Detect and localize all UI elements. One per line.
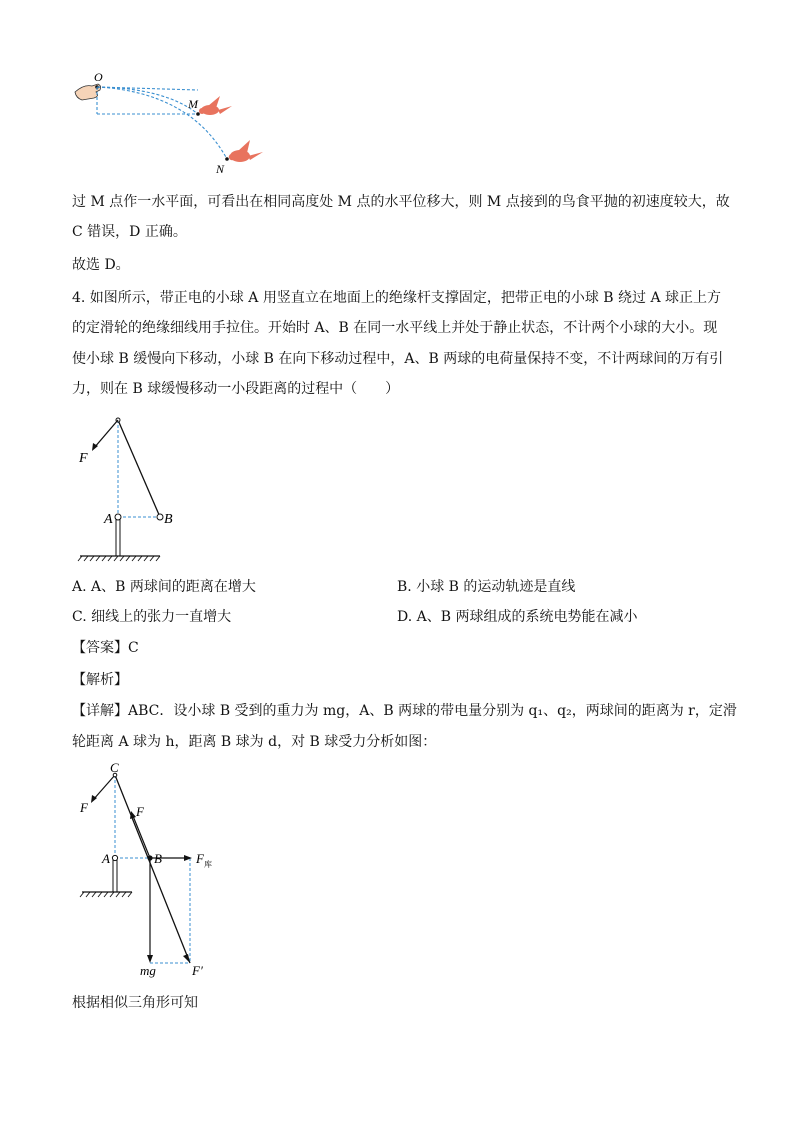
label-f-coulomb: F (196, 851, 204, 866)
question-line2: 的定滑轮的绝缘细线用手拉住。开始时 A、B 在同一水平线上并处于静止状态，不计两个小球的大小。现 (72, 320, 718, 336)
para1-line1: 过 M 点作一水平面，可看出在相同高度处 M 点的水平位移大，则 M 点接到的鸟食平抛的初速度较大，故 (72, 194, 730, 210)
label-n: N (216, 162, 225, 176)
option-c: C. 细线上的张力一直增大 (72, 609, 232, 625)
detail-line2: 轮距离 A 球为 h，距离 B 球为 d，对 B 球受力分析如图： (72, 734, 437, 750)
label-o: O (94, 70, 103, 84)
projectile-figure (70, 70, 270, 180)
question-figure (70, 410, 190, 565)
question-line1: 4. 如图所示，带正电的小球 A 用竖直立在地面上的绝缘杆支撑固定，把带正电的小球 B 绕过 A 球正上方 (72, 290, 722, 306)
label-f-left: F (80, 800, 88, 815)
label-b: B (154, 851, 162, 866)
label-a: A (102, 851, 110, 866)
label-mg: mg (140, 963, 156, 978)
answer: 【答案】C (72, 640, 139, 656)
bird-icon-m (199, 96, 232, 115)
option-a: A. A、B 两球间的距离在增大 (72, 579, 256, 595)
label-f: F (79, 451, 88, 466)
option-b: B. 小球 B 的运动轨迹是直线 (397, 579, 576, 595)
label-coulomb-sub: 库 (204, 860, 212, 869)
force-diagram (70, 760, 230, 985)
analysis-title: 【解析】 (72, 672, 128, 688)
para2: 故选 D。 (72, 257, 130, 273)
closing-text: 根据相似三角形可知 (72, 995, 198, 1011)
para1-line2: C 错误，D 正确。 (72, 224, 187, 240)
label-b: B (164, 512, 173, 527)
bird-icon-n (229, 140, 263, 162)
label-f-rope: F (136, 804, 144, 819)
label-a: A (104, 512, 113, 527)
detail-line1: 【详解】ABC．设小球 B 受到的重力为 mg，A、B 两球的带电量分别为 q₁、q₂，两球间的距离为 r，定滑 (72, 703, 737, 719)
question-line3: 使小球 B 缓慢向下移动，小球 B 在向下移动过程中，A、B 两球的电荷量保持不变，不计两球间的万有引 (72, 351, 724, 367)
label-f-prime: F′ (192, 963, 203, 978)
label-m: M (188, 97, 198, 111)
question-line4: 力，则在 B 球缓慢移动一小段距离的过程中（ ） (72, 381, 400, 397)
option-d: D. A、B 两球组成的系统电势能在减小 (397, 609, 638, 625)
label-c: C (110, 760, 119, 775)
